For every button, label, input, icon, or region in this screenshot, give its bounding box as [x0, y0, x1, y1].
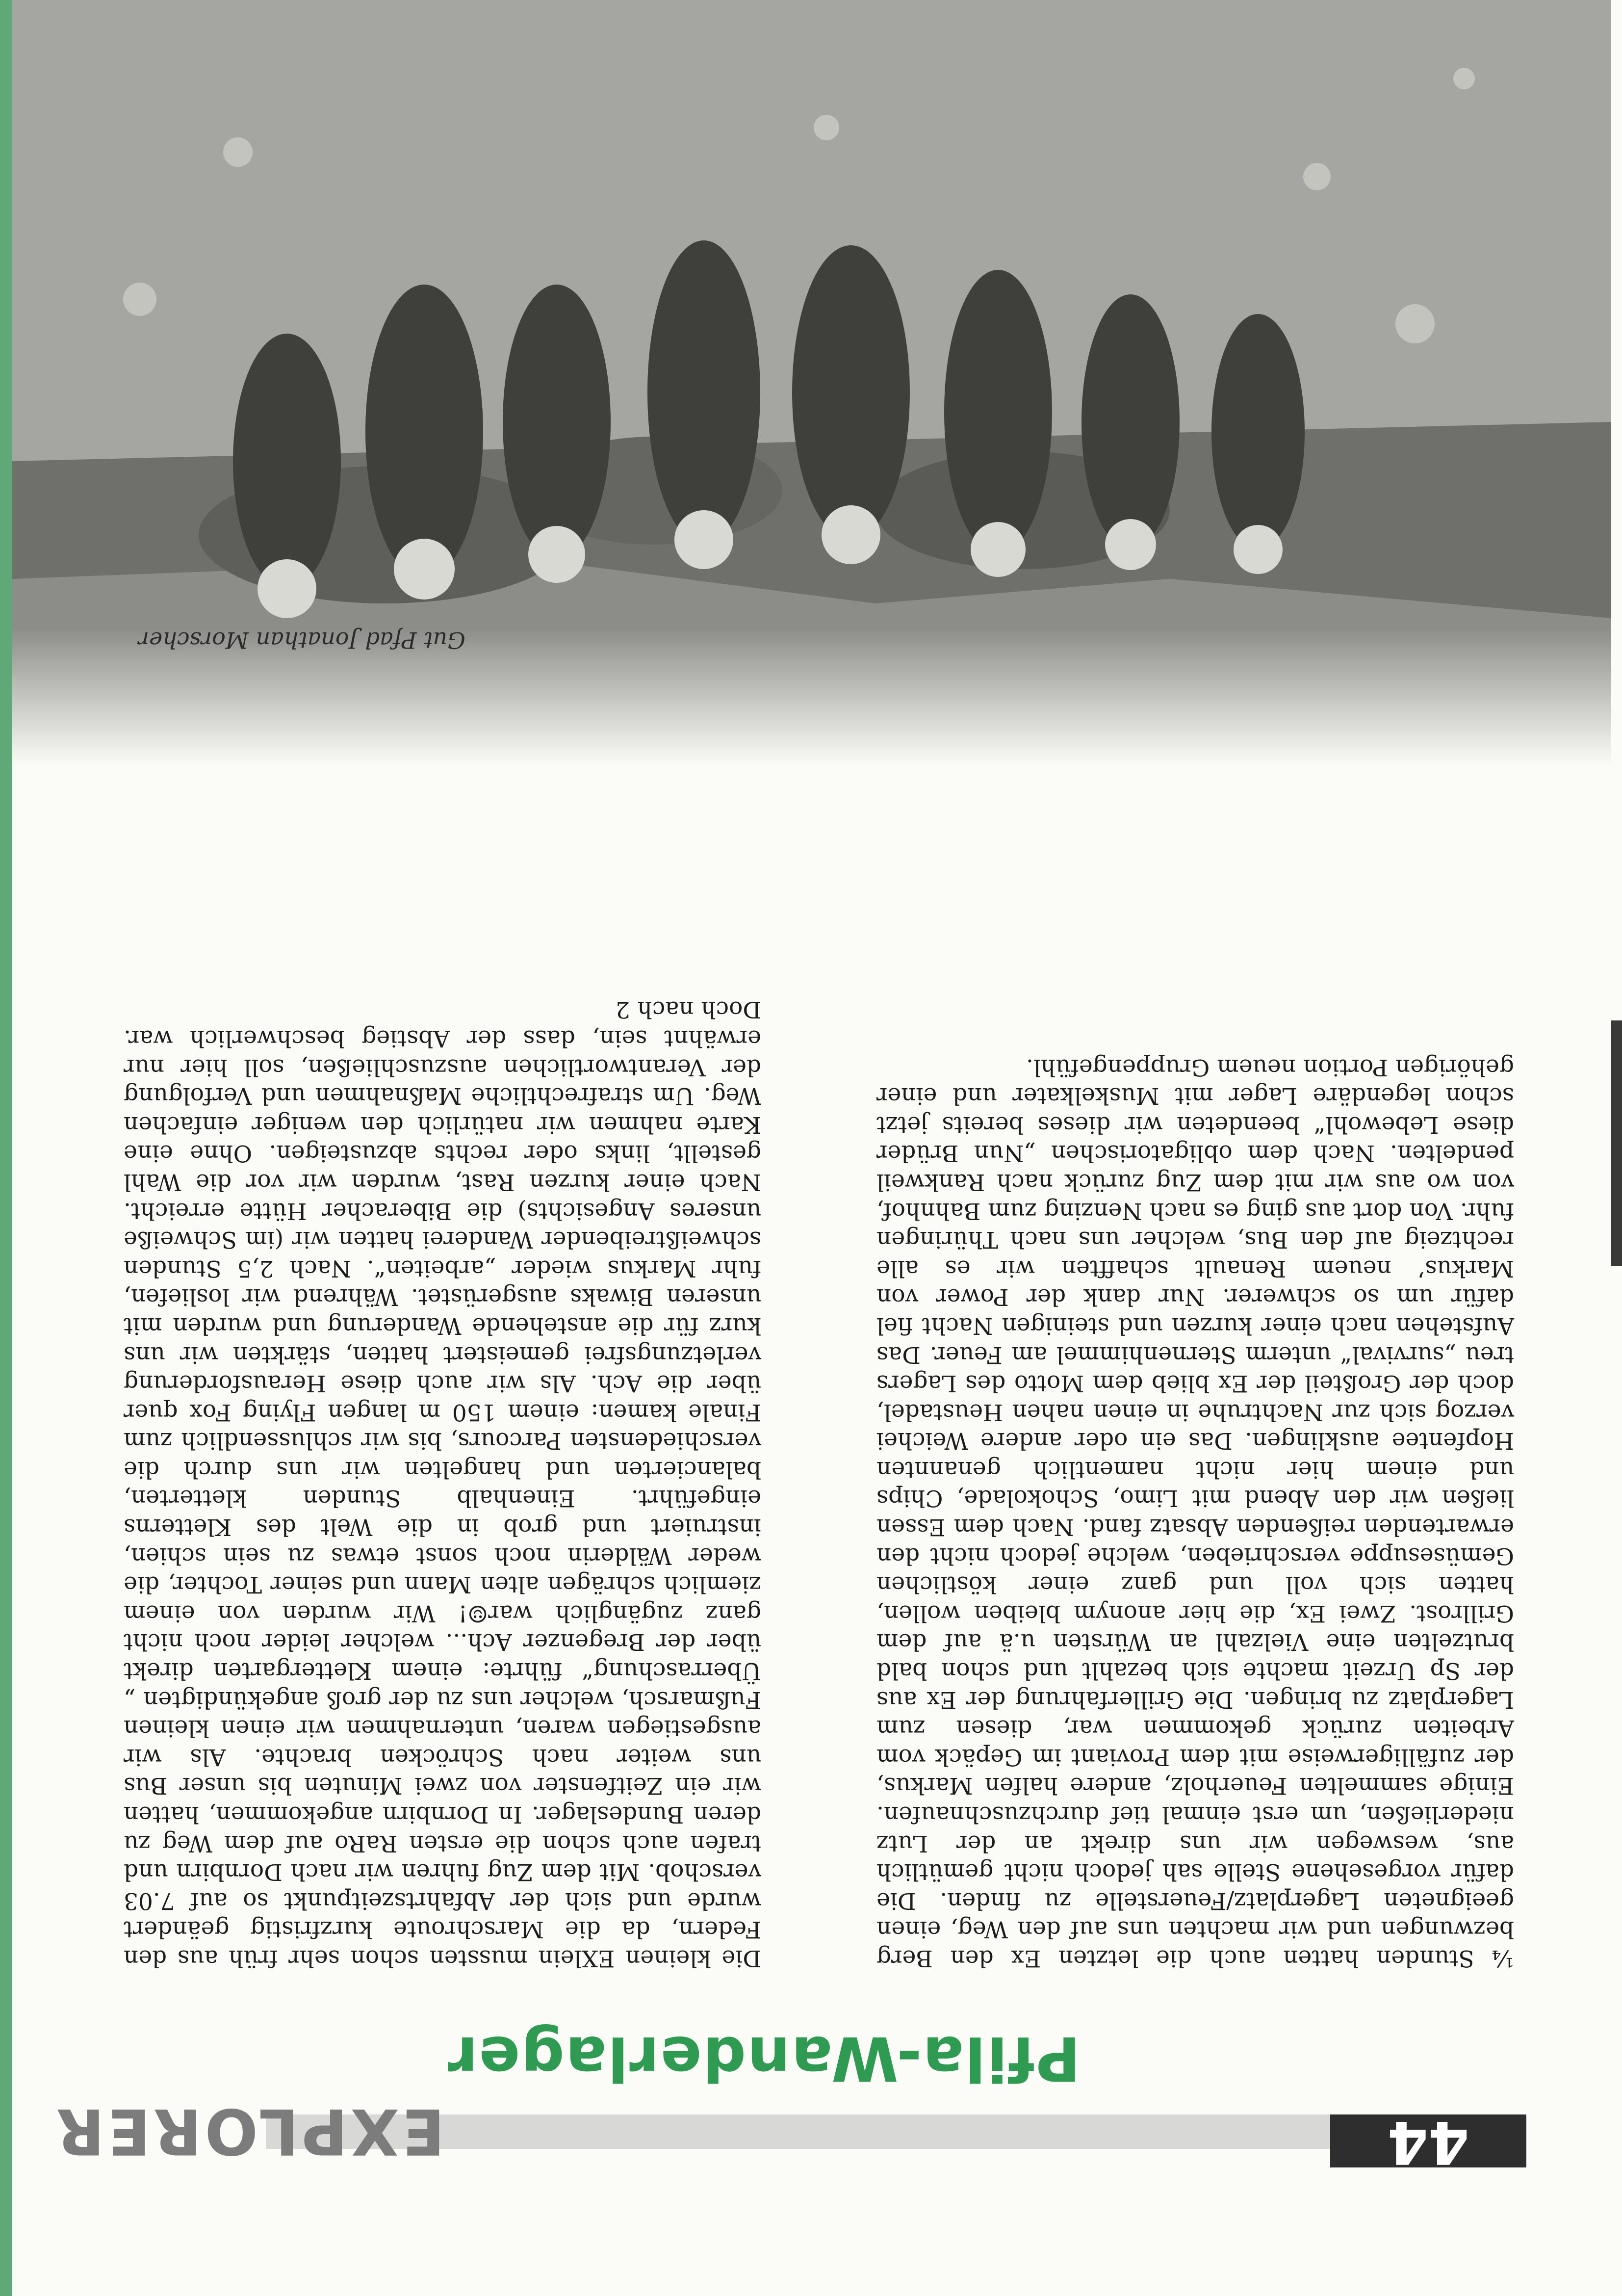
paragraph: ¼ Stunden hatten auch die letzten Ex den Berg bezwungen und wir machten uns auf den Weg, einen geeigneten Lagerplatz/Feuerstelle zu finden. Die dafür vorgesehene Stelle sah jedoch nicht gemütlich aus, weswegen wir uns direkt an der Lutz niederließen, um erst einmal tief durchzuschnaufen. Einige sammelten Feuerholz, andere halfen Markus, der zufälligerweise mit dem Proviant im Gepäck vom Arbeiten zurück gekommen war, diesen zum Lagerplatz zu bringen. Die Grillerfahrung der Ex aus der Sp Urzeit machte sich bezahlt und schon bald brutzelten eine Vielzahl an Würsten u.ä auf dem Grillrost. Zwei Ex, die hier anonym bleiben wollen, hatten sich voll und ganz einer köstlichen Gemüsesuppe verschrieben, welche jedoch nicht den erwartenden reißenden Absatz fand. Nach dem Essen ließen wir den Abend mit Limo, Schokolade, Chips und einem hier nicht namentlich genannten Hopfentee ausklingen. Das ein oder andere Weichei verzog sich zur Nachtruhe in einen nahen Heustadel, doch der Großteil der Ex blieb dem Motto des Lagers treu „survival“ unterm Sternenhimmel am Feuer. Das Aufstehen nach einer kurzen und steinigen Nacht fiel dafür um so schwerer. Nur dank der Power von Markus’ neuem Renault schafften wir es alle rechtzeig auf den Bus, welcher uns nach Thüringen fuhr. Von dort aus ging es nach Nenzing zum Bahnhof, von wo aus wir mit dem Zug zurück nach Rankweil pendelten. Nach dem obligatorischen „Nun Brüder diese Lebewohl“ beendeten wir dieses bereits jetzt schon legendäre Lager mit Muskelkater und einer gehörigen Portion neuem Gruppengefühl. [876, 1053, 1514, 1972]
magazine-title: EXPLORER [53, 2094, 445, 2167]
page-edge-strip [0, 0, 12, 2296]
article-column-1 [124, 775, 761, 1972]
article-column-2 [876, 697, 1514, 1972]
article-title: Pfila-Wanderlager [447, 2023, 1081, 2093]
binding-edge [1611, 1020, 1622, 1266]
paragraph: Die kleinen EXlein mussten schon sehr früh aus den Federn, da die Marschroute kurzfristig geändert wurde und sich der Abfahrtszeitpunkt so auf 7.03 verschob. Mit dem Zug fuhren wir nach Dornbirn und trafen auch schon die ersten RaRo auf dem Weg zu deren Bundeslager. In Dornbirn angekommen, hatten wir ein Zeitfenster von zwei Minuten bis unser Bus uns weiter nach Schröcken brachte. Als wir ausgestiegen waren, unternahmen wir einen kleinen Fußmarsch, welcher uns zu der groß angekündigten „ Überraschung“ führte: einem Klettergarten direkt über der Bregenzer Ach... welcher leider noch nicht ganz zugänglich war☺! Wir wurden von einem ziemlich schrägen alten Mann und seiner Tochter, die weder Wälderin noch sonst etwas zu sein schien, instruiert und grob in die Welt des Kletterns eingeführt. Einenhalb Stunden kletterten, balancierten und hangelten wir uns durch die verschiedensten Parcours, bis wir schlussendlich zum Finale kamen: einem 150 m langen Flying Fox quer über die Ach. Als wir auch diese Herausforderung verletzungsfrei gemeistert hatten, stärkten wir uns kurz für die anstehende Wanderung und wurden mit unseren Biwaks ausgerüstet. Während wir losliefen, fuhr Markus wieder „arbeiten“. Nach 2,5 Stunden schweißtreibender Wanderei hatten wir (im Schweiße unseres Angesichts) die Biberacher Hütte erreicht. Nach einer kurzen Rast, wurden wir vor die Wahl gestellt, links oder rechts abzusteigen. Ohne eine Karte nahmen wir natürlich den weniger einfachen Weg. Um strafrechtliche Maßnahmen und Verfolgung der Verantwortlichen auszuschließen, soll hier nur erwähnt sein, dass der Abstieg beschwerlich war. Doch nach 2 [124, 996, 761, 1972]
page-number: 44 [1387, 2108, 1469, 2176]
photo-caption: Gut Pfad Jonathan Morscher [138, 627, 465, 653]
